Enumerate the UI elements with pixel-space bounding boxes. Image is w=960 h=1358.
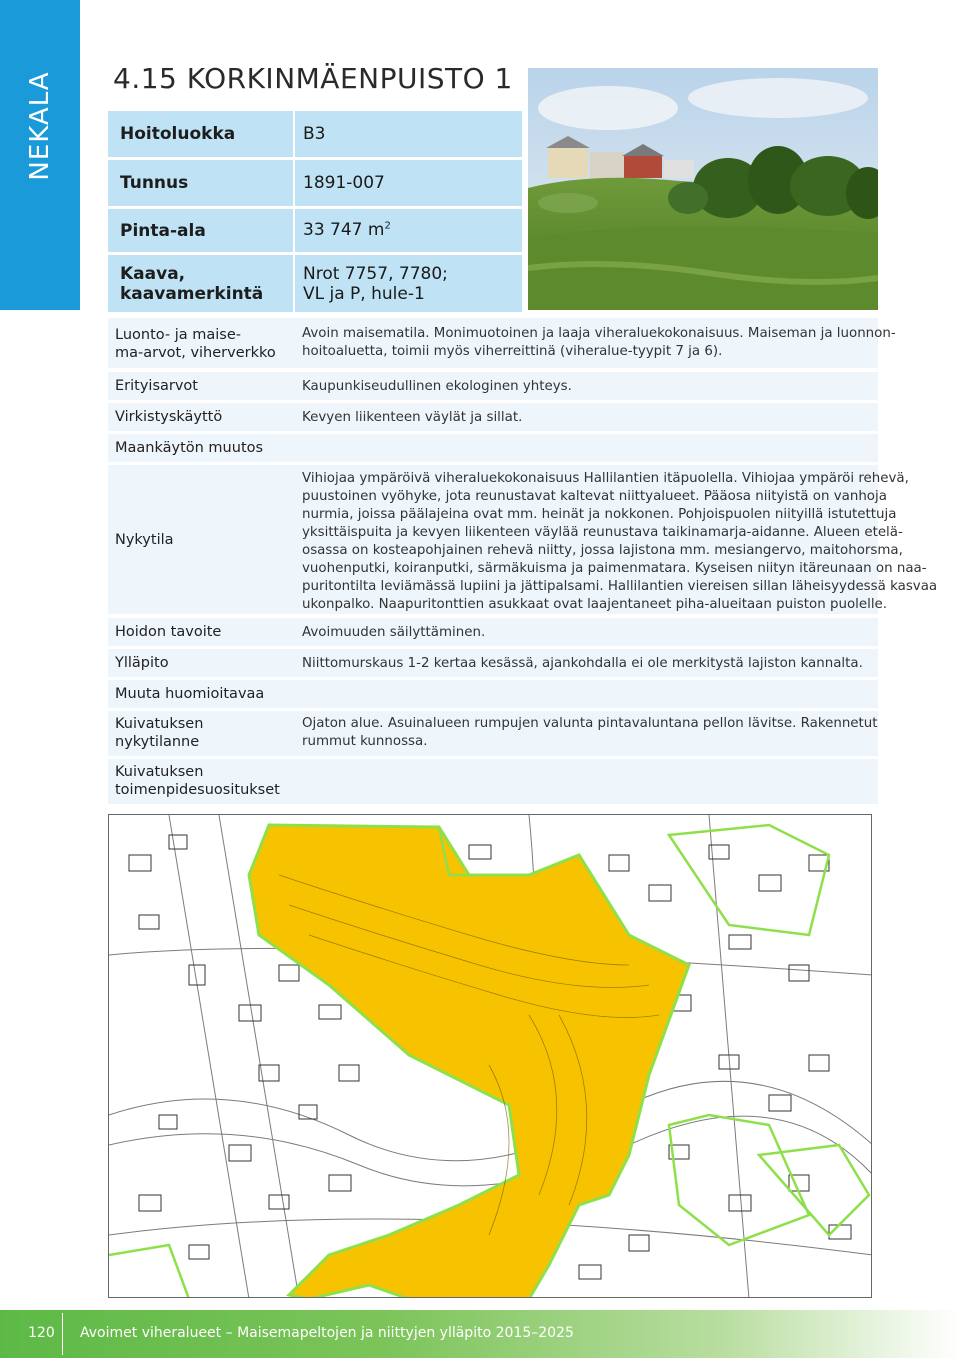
row-label-nykytila: Nykytila — [115, 532, 174, 548]
page-number: 120 — [28, 1325, 55, 1341]
footer-divider — [62, 1313, 63, 1355]
row-label-virkistys: Virkistyskäyttö — [115, 409, 223, 425]
row-text-erityisarvot: Kaupunkiseudullinen ekologinen yhteys. — [302, 379, 572, 394]
row-label-kuivatus-nyky — [115, 715, 203, 751]
info-row-pinta-ala — [108, 209, 522, 252]
row-text-virkistys: Kevyen liikenteen väylät ja sillat. — [302, 410, 523, 425]
info-label-line: Kaava, — [120, 263, 186, 284]
row-text-line: Avoin maisematila. Monimuotoinen ja laaja viheraluekokonaisuus. Maiseman ja luonnon- — [302, 326, 896, 341]
row-text-line: ukonpalko. Naapuritonttien asukkaat ovat laajentaneet piha-alueitaan puiston puolelle. — [302, 597, 888, 612]
row-label-hoidon-tavoite: Hoidon tavoite — [115, 624, 222, 640]
row-label-yllapito: Ylläpito — [115, 655, 169, 671]
row-label-maankaytto: Maankäytön muutos — [115, 440, 264, 456]
row-text-line: vuohenputki, koiranputki, särmäkuisma ja paimenmatara. Kyseisen niityn itäreunaan on naa- — [302, 561, 927, 576]
info-row-tunnus — [108, 160, 522, 206]
row-label-line: Kuivatuksen — [115, 716, 204, 732]
row-label-kuivatus-toimen — [115, 763, 280, 799]
side-tab — [0, 0, 80, 310]
row-text-line: hoitoaluetta, toimii myös viherreittinä (viheralue-tyypit 7 ja 6). — [302, 344, 723, 359]
info-label: Pinta-ala — [108, 209, 293, 252]
info-row-hoitoluokka — [108, 111, 522, 157]
info-label: Tunnus — [108, 160, 293, 206]
area-value: 33 747 m — [303, 220, 385, 240]
row-text-line: rummut kunnossa. — [302, 734, 428, 749]
row-text-yllapito: Niittomurskaus 1-2 kertaa kesässä, ajankohdalla ei ole merkitystä lajiston kannalta. — [302, 656, 863, 671]
info-label-line: kaavamerkintä — [120, 283, 264, 304]
info-value: 1891-007 — [295, 160, 522, 206]
row-text-line: nurmia, joissa päälajeina ovat mm. heinät ja nokkonen. Pohjoispuolen niityillä istutettuja — [302, 507, 897, 522]
footer-text: Avoimet viheralueet – Maisemapeltojen ja niittyjen ylläpito 2015–2025 — [80, 1325, 574, 1341]
info-label — [108, 255, 293, 312]
info-value — [295, 209, 522, 252]
site-photo — [528, 68, 878, 310]
row-box — [108, 618, 878, 646]
row-text-line: puustoinen vyöhyke, jota reunustavat kaltevat niittyalueet. Pääosa niityistä on vanhoja — [302, 489, 887, 504]
site-map — [108, 814, 872, 1298]
row-text-line: Ojaton alue. Asuinalueen rumpujen valunta pintavaluntana pellon lävitse. Rakennetut — [302, 716, 878, 731]
page-title: 4.15 KORKINMÄENPUISTO 1 — [113, 62, 513, 95]
row-label-line: Luonto- ja maise- — [115, 327, 242, 343]
row-text-kuivatus-nyky — [302, 715, 878, 751]
info-label: Hoitoluokka — [108, 111, 293, 157]
row-text-line: yksittäispuita ja kevyen liikenteen väylää reunustava taikinamarja-aidanne. Alueen etelä- — [302, 525, 903, 540]
row-text-luonto — [302, 325, 896, 361]
row-label-line: nykytilanne — [115, 734, 200, 750]
side-tab-label: NEKALA — [25, 71, 55, 181]
row-text-line: puritontilta leviämässä lupiini ja jättipalsami. Hallilantien viereisen sillan läheisyydessä kasvaa — [302, 579, 938, 594]
row-label-muuta: Muuta huomioitavaa — [115, 686, 265, 702]
row-label-erityisarvot: Erityisarvot — [115, 378, 198, 394]
info-value-line: VL ja P, hule-1 — [303, 283, 425, 304]
info-value — [295, 255, 522, 312]
row-label-line: toimenpidesuositukset — [115, 782, 280, 798]
site-map-graphic — [109, 815, 872, 1298]
row-text-line: osassa on kosteapohjainen rehevä niitty, jossa lajistona mm. mesiangervo, maitohorsma, — [302, 543, 903, 558]
row-text-nykytila — [302, 470, 937, 614]
info-value: B3 — [295, 111, 522, 157]
site-photo-graphic — [528, 68, 878, 310]
info-value-line: Nrot 7757, 7780; — [303, 263, 448, 284]
info-row-kaava — [108, 255, 522, 312]
row-text-line: Vihiojaa ympäröivä viheraluekokonaisuus Hallilantien itäpuolella. Vihiojaa ympäröi rehevä, — [302, 471, 909, 486]
row-label-line: ma-arvot, viherverkko — [115, 345, 276, 361]
area-unit-sup: 2 — [384, 220, 391, 232]
row-label-luonto — [115, 326, 276, 362]
row-label-line: Kuivatuksen — [115, 764, 204, 780]
row-text-hoidon-tavoite: Avoimuuden säilyttäminen. — [302, 625, 486, 640]
